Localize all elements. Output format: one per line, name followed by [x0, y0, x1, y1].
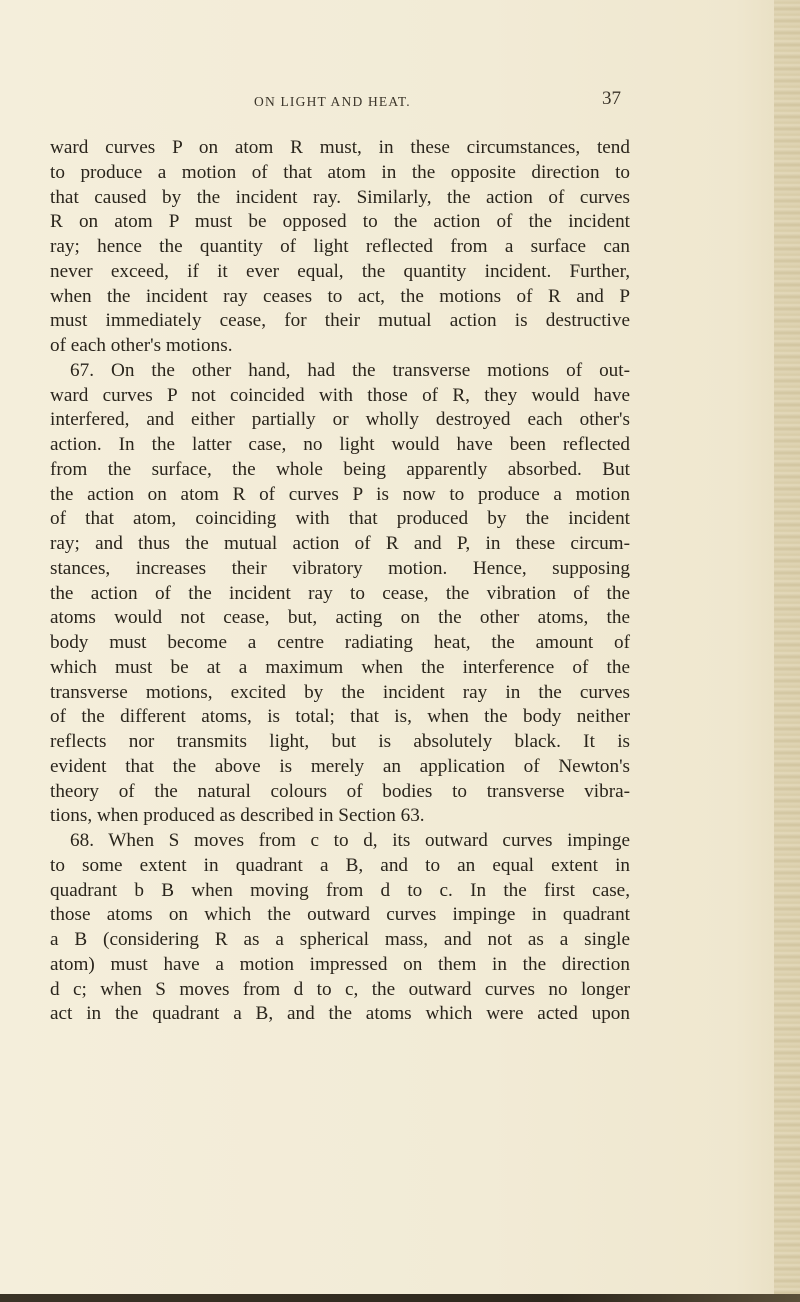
page-edge-right [774, 0, 800, 1302]
text-line: a B (considering R as a spherical mass, and not as a single [50, 929, 630, 950]
text-line: the action of the incident ray to cease, the vibration of the [50, 582, 630, 604]
text-line: atoms would not cease, but, acting on the other atoms, the [50, 607, 630, 629]
text-line: theory of the natural colours of bodies to transverse vibra- [50, 780, 630, 802]
text-line: act in the quadrant a B, and the atoms which were acted upon [50, 1003, 630, 1025]
text-line: body must become a centre radiating heat, the amount of [50, 632, 630, 653]
text-line: evident that the above is merely an application of Newton's [50, 755, 630, 777]
text-line: ward curves P not coincided with those of R, they would have [50, 384, 630, 406]
text-line: to produce a motion of that atom in the opposite direction to [50, 161, 630, 183]
text-line: never exceed, if it ever equal, the quantity incident. Further, [50, 260, 630, 282]
text-line: from the surface, the whole being apparently absorbed. But [50, 458, 630, 480]
text-line: ray; hence the quantity of light reflected from a surface can [50, 236, 630, 257]
text-line: of each other's motions. [50, 335, 233, 356]
text-line: must immediately cease, for their mutual action is destructive [50, 310, 630, 332]
text-line: tions, when produced as described in Section 63. [50, 805, 425, 827]
text-line: d c; when S moves from d to c, the outward curves no longer [50, 978, 630, 1000]
body-text [50, 136, 630, 1027]
text-line: to some extent in quadrant a B, and to an equal extent in [50, 854, 630, 876]
page-edge-bottom [0, 1294, 800, 1302]
text-line: that caused by the incident ray. Similarly, the action of curves [50, 186, 630, 208]
text-line: R on atom P must be opposed to the action of the incident [50, 211, 630, 233]
text-line: ward curves P on atom R must, in these circumstances, tend [50, 137, 630, 158]
text-line: reflects nor transmits light, but is absolutely black. It is [50, 731, 630, 752]
text-line: of the different atoms, is total; that is, when the body neither [50, 706, 630, 728]
text-line: ray; and thus the mutual action of R and P, in these circum- [50, 533, 630, 554]
text-line: transverse motions, excited by the incident ray in the curves [50, 681, 630, 703]
text-line: action. In the latter case, no light would have been reflected [50, 434, 630, 455]
page-header [0, 88, 800, 112]
text-line: which must be at a maximum when the interference of the [50, 656, 630, 678]
paragraph-67-start: 67. On the other hand, had the transverse motions of out- [70, 359, 630, 381]
text-line: quadrant b B when moving from d to c. In the first case, [50, 879, 630, 901]
text-line: of that atom, coinciding with that produced by the incident [50, 508, 630, 530]
text-line: stances, increases their vibratory motion. Hence, supposing [50, 557, 630, 579]
page-number: 37 [602, 88, 621, 109]
running-head: ON LIGHT AND HEAT. [254, 94, 411, 109]
text-line: interfered, and either partially or wholly destroyed each other's [50, 409, 630, 431]
text-line: when the incident ray ceases to act, the motions of R and P [50, 285, 630, 307]
text-line: those atoms on which the outward curves impinge in quadrant [50, 904, 630, 926]
paragraph-68-start: 68. When S moves from c to d, its outward curves impinge [70, 830, 630, 851]
text-line: the action on atom R of curves P is now to produce a motion [50, 483, 630, 505]
text-line: atom) must have a motion impressed on them in the direction [50, 953, 630, 975]
